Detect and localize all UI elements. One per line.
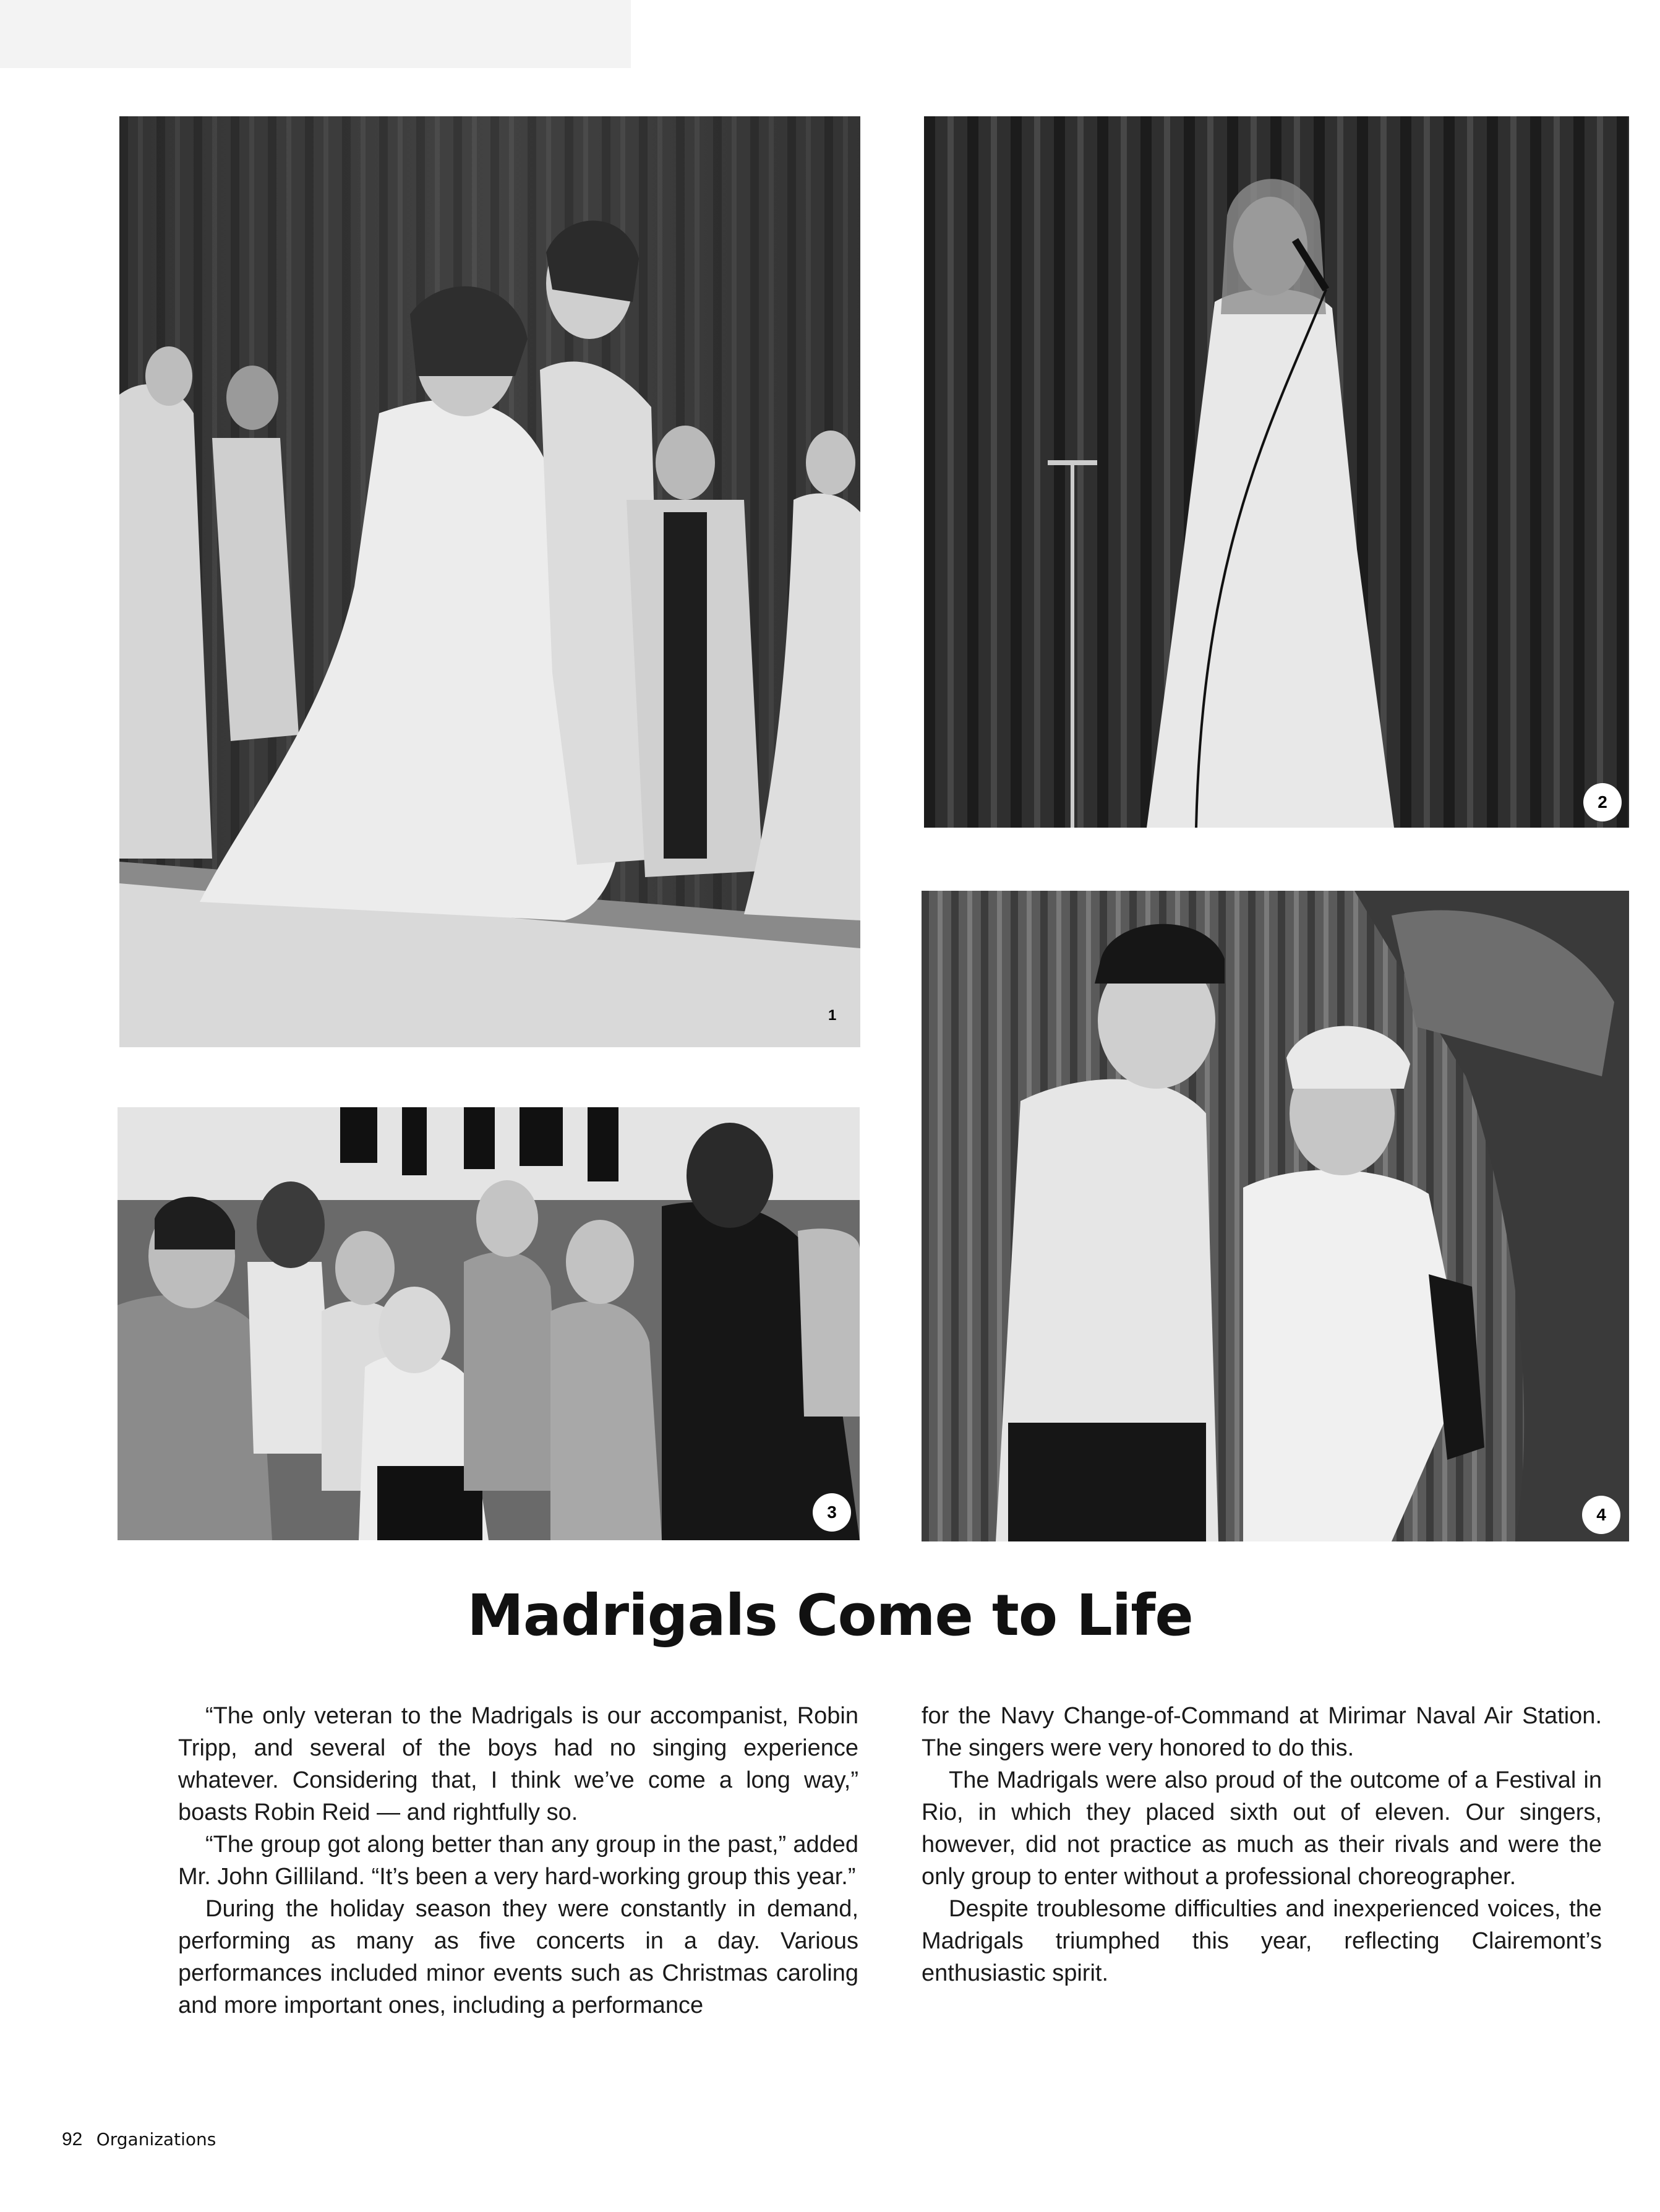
- article-column-1: [178, 1700, 858, 2021]
- paragraph: During the holiday season they were constantly in demand, performing as many as five concerts in a day. Various performances included minor events such as Christmas caroling and more important ones, including a performance: [178, 1896, 858, 2018]
- photo-4-number: 4: [1582, 1496, 1620, 1534]
- soloist-image: [924, 116, 1629, 828]
- stage-couple-image: [119, 116, 860, 1047]
- photo-1-number: 1: [828, 1007, 837, 1024]
- page-number: 92: [62, 2129, 83, 2150]
- paragraph: for the Navy Change-of-Command at Mirimar Naval Air Station. The singers were very honored to do this.: [922, 1703, 1602, 1761]
- section-name: Organizations: [96, 2129, 216, 2150]
- photo-1: [119, 116, 860, 1047]
- paragraph: The Madrigals were also proud of the outcome of a Festival in Rio, in which they placed sixth out of eleven. Our singers, however, did not practice as much as their rivals and were the only group to enter without a professional choreographer.: [922, 1767, 1602, 1890]
- photo-4: [922, 891, 1629, 1541]
- article-column-2: [922, 1700, 1602, 1989]
- paragraph: “The only veteran to the Madrigals is our accompanist, Robin Tripp, and several of the boys had no singing experience whatever. Considering that, I think we’ve come a long way,” boasts Robin Reid — and rightfully so.: [178, 1703, 858, 1825]
- paragraph: Despite troublesome difficulties and inexperienced voices, the Madrigals triumphed this year, reflecting Clairemont’s enthusiastic spirit.: [922, 1896, 1602, 1986]
- duet-performance-image: [922, 891, 1629, 1541]
- photo-2-number: 2: [1583, 783, 1622, 821]
- photo-2: [924, 116, 1629, 828]
- article-headline: Madrigals Come to Life: [467, 1582, 1193, 1648]
- rehearsal-group-image: [118, 1107, 860, 1540]
- photo-3-number: 3: [813, 1493, 851, 1532]
- page-footer: [62, 2129, 216, 2150]
- photo-3: [118, 1107, 860, 1540]
- scan-edge: [0, 0, 631, 68]
- paragraph: “The group got along better than any group in the past,” added Mr. John Gilliland. “It’s been a very hard-working group this year.”: [178, 1832, 858, 1890]
